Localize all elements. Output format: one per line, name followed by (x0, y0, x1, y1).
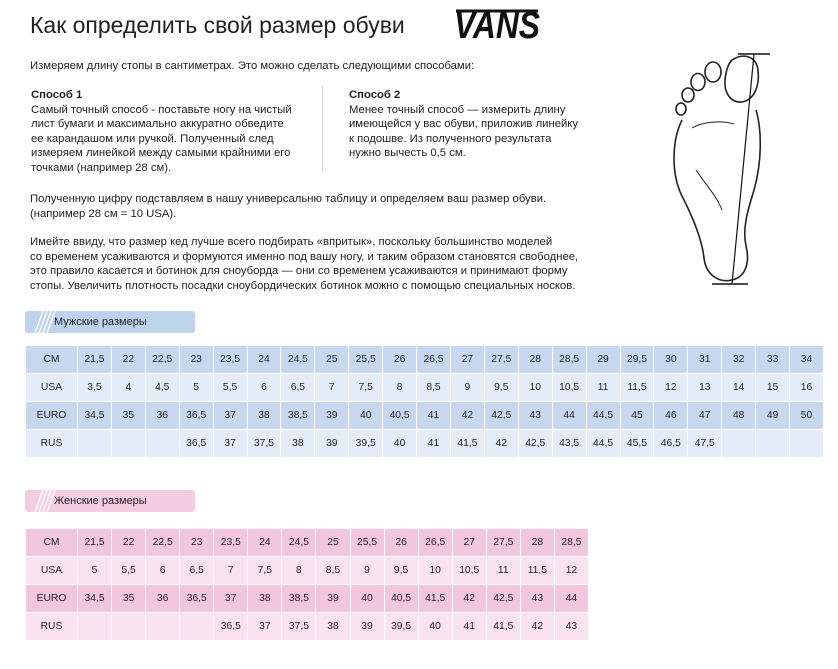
row-label: RUS (26, 430, 78, 458)
size-cell: 43,5 (552, 430, 586, 458)
size-cell: 12 (654, 374, 688, 402)
size-cell: 36,5 (180, 585, 214, 613)
note-paragraph (30, 235, 578, 293)
size-cell: 46,5 (654, 430, 688, 458)
men-size-table (25, 345, 824, 458)
size-cell: 40,5 (384, 585, 418, 613)
size-cell (722, 430, 756, 458)
size-cell: 40 (383, 430, 417, 458)
method1-block (31, 88, 292, 175)
method2-line: к подошве. Из полученного результата (349, 132, 552, 145)
size-row-euro (26, 585, 589, 613)
size-cell: 16 (790, 374, 824, 402)
method2-line: нужно вычесть 0,5 см. (349, 147, 466, 159)
size-cell: 23 (179, 346, 213, 374)
size-cell: 10 (518, 374, 552, 402)
size-cell: 34,5 (78, 585, 112, 613)
size-cell: 22,5 (146, 529, 180, 557)
men-sizes-title: Мужские размеры (54, 316, 147, 328)
size-cell: 4 (111, 374, 145, 402)
size-cell: 36,5 (214, 613, 248, 641)
size-cell: 39 (315, 430, 349, 458)
paragraph-line: Полученную цифру подставляем в нашу универсальню таблицу и определяем ваш размер обуви. (30, 193, 547, 205)
method1-heading: Способ 1 (31, 89, 83, 101)
size-cell: 39,5 (384, 613, 418, 641)
size-cell: 28 (518, 346, 552, 374)
size-cell: 8,5 (417, 374, 451, 402)
size-cell: 40,5 (383, 402, 417, 430)
method2-line: имеющейся у вас обуви, приложив линейку (349, 118, 579, 130)
size-cell: 10 (418, 557, 452, 585)
size-cell: 42 (484, 430, 518, 458)
size-cell: 42,5 (518, 430, 552, 458)
size-cell: 24 (247, 346, 281, 374)
size-cell: 29 (586, 346, 620, 374)
size-cell: 9 (450, 374, 484, 402)
size-cell: 38,5 (281, 402, 315, 430)
size-cell: 6 (146, 557, 180, 585)
size-cell: 36 (146, 585, 180, 613)
paragraph-line: стопы. Увеличить плотность посадки сноубордических ботинок можно с помощью специальных носков. (30, 279, 576, 292)
row-label: EURO (26, 402, 78, 430)
size-cell: 42 (520, 613, 554, 641)
size-cell: 25 (316, 529, 350, 557)
size-cell: 10,5 (552, 374, 586, 402)
size-cell: 7,5 (349, 374, 383, 402)
row-label: EURO (26, 585, 78, 613)
size-cell: 41 (417, 430, 451, 458)
size-cell: 7,5 (248, 557, 282, 585)
size-cell: 45 (620, 402, 654, 430)
size-cell: 24,5 (281, 346, 315, 374)
size-cell: 22 (112, 529, 146, 557)
size-cell: 39,5 (349, 430, 383, 458)
size-cell: 44,5 (586, 430, 620, 458)
size-cell (145, 430, 179, 458)
stripes-icon (31, 490, 53, 512)
size-cell: 33 (756, 346, 790, 374)
method1-line: измеряем линейкой между самыми крайними его (31, 147, 291, 159)
size-cell (146, 613, 180, 641)
size-cell: 44,5 (586, 402, 620, 430)
size-cell: 23,5 (214, 529, 248, 557)
size-row-euro (26, 402, 824, 430)
size-cell: 43 (518, 402, 552, 430)
size-cell: 11,5 (520, 557, 554, 585)
men-sizes-label (25, 311, 195, 333)
size-cell: 5 (78, 557, 112, 585)
stripes-icon (31, 311, 53, 333)
size-cell: 37,5 (282, 613, 316, 641)
size-cell: 24,5 (282, 529, 316, 557)
size-cell: 41 (417, 402, 451, 430)
size-cell: 47 (688, 402, 722, 430)
size-cell: 24 (248, 529, 282, 557)
size-cell: 48 (722, 402, 756, 430)
size-cell: 6,5 (281, 374, 315, 402)
column-divider (322, 86, 323, 172)
size-row-cm (26, 346, 824, 374)
size-cell: 23,5 (213, 346, 247, 374)
size-cell: 13 (688, 374, 722, 402)
size-cell: 42 (452, 585, 486, 613)
size-row-rus (26, 430, 824, 458)
size-cell: 6 (247, 374, 281, 402)
size-cell: 25 (315, 346, 349, 374)
paragraph-line: это правило касается и ботинок для сноуборда — они со временем усаживаются и принимают форму (30, 265, 568, 277)
size-cell: 26,5 (418, 529, 452, 557)
size-cell: 11,5 (620, 374, 654, 402)
size-cell: 37,5 (247, 430, 281, 458)
size-cell: 5 (179, 374, 213, 402)
size-cell (111, 430, 145, 458)
size-cell: 26,5 (417, 346, 451, 374)
size-cell: 5,5 (213, 374, 247, 402)
row-label: RUS (26, 613, 78, 641)
size-row-usa (26, 557, 589, 585)
method1-line: Самый точный способ - поставьте ногу на чистый (31, 103, 292, 116)
size-cell: 11 (486, 557, 520, 585)
row-label: USA (26, 374, 78, 402)
size-cell: 35 (112, 585, 146, 613)
size-cell: 41 (452, 613, 486, 641)
page-title: Как определить свой размер обуви (30, 12, 405, 38)
instruction-paragraph (30, 192, 546, 221)
vans-logo (452, 5, 544, 50)
size-cell (78, 430, 112, 458)
size-cell: 43 (554, 613, 588, 641)
size-cell: 49 (756, 402, 790, 430)
size-row-rus (26, 613, 589, 641)
size-cell: 34,5 (78, 402, 112, 430)
size-cell: 34 (790, 346, 824, 374)
size-row-usa (26, 374, 824, 402)
size-cell: 37 (248, 613, 282, 641)
size-cell: 22,5 (145, 346, 179, 374)
row-label: CM (26, 346, 78, 374)
size-cell: 8 (383, 374, 417, 402)
size-cell: 8 (282, 557, 316, 585)
size-cell: 10,5 (452, 557, 486, 585)
method1-line: лист бумаги и максимально аккуратно обведите (31, 118, 284, 130)
size-cell: 29,5 (620, 346, 654, 374)
row-label: CM (26, 529, 78, 557)
size-cell: 38 (247, 402, 281, 430)
size-cell: 21,5 (78, 529, 112, 557)
method2-line: Менее точный способ — измерить длину (349, 103, 566, 116)
size-cell (112, 613, 146, 641)
women-size-table (25, 528, 589, 641)
size-cell: 36,5 (179, 430, 213, 458)
paragraph-line: (например 28 см = 10 USA). (30, 207, 177, 220)
size-cell: 9 (350, 557, 384, 585)
size-cell: 40 (418, 613, 452, 641)
size-cell: 15 (756, 374, 790, 402)
size-cell: 42 (450, 402, 484, 430)
intro-text: Измеряем длину стопы в сантиметрах. Это можно сделать следующими способами: (30, 60, 475, 72)
foot-measurement-illustration (662, 50, 782, 295)
size-cell: 27 (450, 346, 484, 374)
size-cell: 14 (722, 374, 756, 402)
size-cell: 37 (213, 430, 247, 458)
size-cell: 5,5 (112, 557, 146, 585)
method2-heading: Способ 2 (349, 89, 401, 101)
size-cell: 7 (214, 557, 248, 585)
size-cell: 25,5 (349, 346, 383, 374)
size-cell: 26 (384, 529, 418, 557)
size-cell: 47,5 (688, 430, 722, 458)
size-cell: 37 (214, 585, 248, 613)
size-cell: 42,5 (486, 585, 520, 613)
size-cell: 6,5 (180, 557, 214, 585)
size-cell: 4,5 (145, 374, 179, 402)
size-cell: 38,5 (282, 585, 316, 613)
size-cell: 40 (349, 402, 383, 430)
size-cell: 44 (552, 402, 586, 430)
size-row-cm (26, 529, 589, 557)
size-cell: 7 (315, 374, 349, 402)
size-cell: 39 (316, 585, 350, 613)
size-cell: 30 (654, 346, 688, 374)
size-cell: 39 (315, 402, 349, 430)
size-cell: 22 (111, 346, 145, 374)
size-cell (756, 430, 790, 458)
method1-line: ее карандашом или ручкой. Полученный след (31, 132, 274, 145)
size-cell: 31 (688, 346, 722, 374)
women-sizes-label (25, 490, 195, 512)
size-cell: 27,5 (486, 529, 520, 557)
size-cell: 38 (316, 613, 350, 641)
size-cell: 36,5 (179, 402, 213, 430)
size-cell: 41,5 (450, 430, 484, 458)
size-cell: 43 (520, 585, 554, 613)
size-cell: 25,5 (350, 529, 384, 557)
size-cell: 28,5 (554, 529, 588, 557)
size-cell: 46 (654, 402, 688, 430)
size-cell: 28 (520, 529, 554, 557)
size-cell: 11 (586, 374, 620, 402)
row-label: USA (26, 557, 78, 585)
size-cell: 28,5 (552, 346, 586, 374)
size-cell: 36 (145, 402, 179, 430)
size-cell: 35 (111, 402, 145, 430)
size-cell: 40 (350, 585, 384, 613)
size-cell: 44 (554, 585, 588, 613)
method1-line: точками (например 28 см). (31, 161, 172, 174)
size-cell: 9,5 (484, 374, 518, 402)
size-cell: 41,5 (486, 613, 520, 641)
method2-block (349, 88, 578, 161)
size-cell (790, 430, 824, 458)
size-cell: 45,5 (620, 430, 654, 458)
size-cell: 37 (213, 402, 247, 430)
size-cell: 21,5 (78, 346, 112, 374)
size-cell: 27,5 (484, 346, 518, 374)
paragraph-line: Имейте ввиду, что размер кед лучше всего подбирать «впритык», поскольку большинство моделей (30, 236, 553, 248)
size-cell: 23 (180, 529, 214, 557)
size-cell (78, 613, 112, 641)
size-cell: 32 (722, 346, 756, 374)
size-cell: 8,5 (316, 557, 350, 585)
size-cell: 12 (554, 557, 588, 585)
svg-text:VANS: VANS (454, 5, 540, 47)
size-cell: 38 (248, 585, 282, 613)
size-cell: 26 (383, 346, 417, 374)
size-cell: 42,5 (484, 402, 518, 430)
women-sizes-title: Женские размеры (54, 495, 147, 507)
size-cell: 50 (790, 402, 824, 430)
size-cell: 39 (350, 613, 384, 641)
size-cell: 41,5 (418, 585, 452, 613)
size-cell: 27 (452, 529, 486, 557)
size-cell: 3,5 (78, 374, 112, 402)
size-cell (180, 613, 214, 641)
size-cell: 9,5 (384, 557, 418, 585)
size-cell: 38 (281, 430, 315, 458)
paragraph-line: со временем усаживаются и формуются именно под вашу ногу, и таким образом становятся свободнее, (30, 250, 579, 263)
